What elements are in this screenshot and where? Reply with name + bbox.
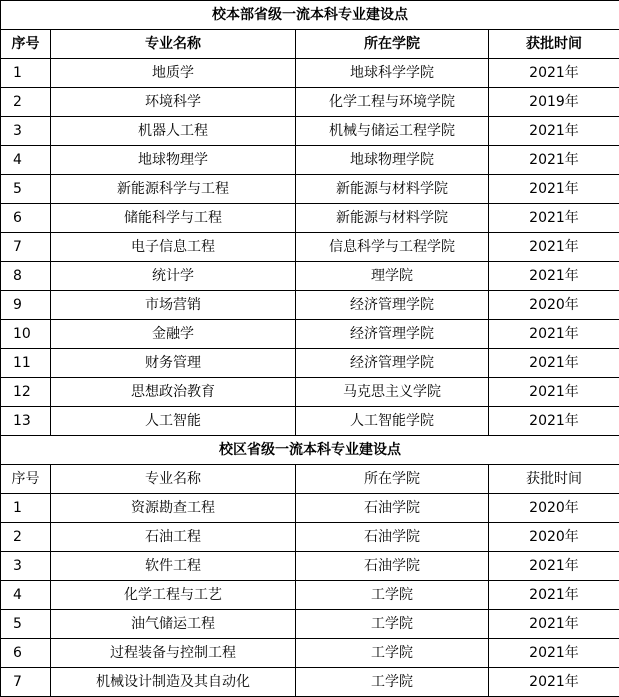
college-name: 石油学院 — [296, 523, 489, 552]
approval-year: 2021年 — [489, 146, 619, 175]
college-name: 石油学院 — [296, 494, 489, 523]
approval-year: 2021年 — [489, 668, 619, 697]
header-index: 序号 — [1, 30, 51, 59]
row-index: 1 — [1, 494, 51, 523]
major-name: 软件工程 — [51, 552, 296, 581]
table-row — [1, 291, 619, 320]
college-name: 经济管理学院 — [296, 349, 489, 378]
college-name: 人工智能学院 — [296, 407, 489, 436]
major-name: 电子信息工程 — [51, 233, 296, 262]
table-row — [1, 639, 619, 668]
approval-year: 2021年 — [489, 407, 619, 436]
section1-header-row — [1, 30, 619, 59]
row-index: 4 — [1, 146, 51, 175]
approval-year: 2021年 — [489, 349, 619, 378]
major-name: 人工智能 — [51, 407, 296, 436]
row-index: 3 — [1, 117, 51, 146]
section1-title: 校本部省级一流本科专业建设点 — [1, 1, 619, 30]
college-name: 经济管理学院 — [296, 291, 489, 320]
approval-year: 2021年 — [489, 378, 619, 407]
row-index: 4 — [1, 581, 51, 610]
approval-year: 2021年 — [489, 320, 619, 349]
row-index: 1 — [1, 59, 51, 88]
row-index: 5 — [1, 175, 51, 204]
college-name: 理学院 — [296, 262, 489, 291]
table-row — [1, 320, 619, 349]
row-index: 6 — [1, 639, 51, 668]
approval-year: 2021年 — [489, 59, 619, 88]
approval-year: 2019年 — [489, 88, 619, 117]
table-row — [1, 233, 619, 262]
major-name: 油气储运工程 — [51, 610, 296, 639]
college-name: 机械与储运工程学院 — [296, 117, 489, 146]
college-name: 新能源与材料学院 — [296, 175, 489, 204]
header-major-name: 专业名称 — [51, 465, 296, 494]
approval-year: 2020年 — [489, 494, 619, 523]
approval-year: 2020年 — [489, 291, 619, 320]
approval-year: 2021年 — [489, 610, 619, 639]
table-row — [1, 523, 619, 552]
header-college: 所在学院 — [296, 465, 489, 494]
row-index: 7 — [1, 668, 51, 697]
college-name: 地球科学学院 — [296, 59, 489, 88]
section2-title-row — [1, 436, 619, 465]
table-body — [1, 1, 619, 697]
table-row — [1, 349, 619, 378]
table-row — [1, 610, 619, 639]
approval-year: 2021年 — [489, 581, 619, 610]
major-name: 地质学 — [51, 59, 296, 88]
table-row — [1, 88, 619, 117]
header-approval-year: 获批时间 — [489, 30, 619, 59]
row-index: 12 — [1, 378, 51, 407]
college-name: 工学院 — [296, 639, 489, 668]
major-name: 机器人工程 — [51, 117, 296, 146]
approval-year: 2021年 — [489, 262, 619, 291]
header-major-name: 专业名称 — [51, 30, 296, 59]
approval-year: 2021年 — [489, 233, 619, 262]
header-approval-year: 获批时间 — [489, 465, 619, 494]
table-row — [1, 146, 619, 175]
row-index: 8 — [1, 262, 51, 291]
college-name: 信息科学与工程学院 — [296, 233, 489, 262]
major-name: 金融学 — [51, 320, 296, 349]
row-index: 6 — [1, 204, 51, 233]
row-index: 11 — [1, 349, 51, 378]
college-name: 工学院 — [296, 581, 489, 610]
major-name: 储能科学与工程 — [51, 204, 296, 233]
section1-title-row — [1, 1, 619, 30]
approval-year: 2020年 — [489, 523, 619, 552]
section2-title: 校区省级一流本科专业建设点 — [1, 436, 619, 465]
college-name: 经济管理学院 — [296, 320, 489, 349]
row-index: 5 — [1, 610, 51, 639]
major-name: 石油工程 — [51, 523, 296, 552]
approval-year: 2021年 — [489, 552, 619, 581]
major-name: 统计学 — [51, 262, 296, 291]
header-college: 所在学院 — [296, 30, 489, 59]
table-row — [1, 494, 619, 523]
major-name: 资源勘查工程 — [51, 494, 296, 523]
row-index: 9 — [1, 291, 51, 320]
major-name: 机械设计制造及其自动化 — [51, 668, 296, 697]
row-index: 13 — [1, 407, 51, 436]
section2-header-row — [1, 465, 619, 494]
major-name: 地球物理学 — [51, 146, 296, 175]
table-row — [1, 59, 619, 88]
major-name: 过程装备与控制工程 — [51, 639, 296, 668]
major-name: 市场营销 — [51, 291, 296, 320]
header-index: 序号 — [1, 465, 51, 494]
major-name: 财务管理 — [51, 349, 296, 378]
table-row — [1, 378, 619, 407]
table-row — [1, 262, 619, 291]
row-index: 7 — [1, 233, 51, 262]
row-index: 2 — [1, 88, 51, 117]
approval-year: 2021年 — [489, 639, 619, 668]
college-name: 地球物理学院 — [296, 146, 489, 175]
major-name: 环境科学 — [51, 88, 296, 117]
major-name: 思想政治教育 — [51, 378, 296, 407]
college-name: 石油学院 — [296, 552, 489, 581]
approval-year: 2021年 — [489, 204, 619, 233]
college-name: 工学院 — [296, 610, 489, 639]
row-index: 10 — [1, 320, 51, 349]
college-name: 新能源与材料学院 — [296, 204, 489, 233]
major-name: 新能源科学与工程 — [51, 175, 296, 204]
table-row — [1, 552, 619, 581]
college-name: 工学院 — [296, 668, 489, 697]
approval-year: 2021年 — [489, 117, 619, 146]
table-row — [1, 581, 619, 610]
row-index: 3 — [1, 552, 51, 581]
row-index: 2 — [1, 523, 51, 552]
approval-year: 2021年 — [489, 175, 619, 204]
major-name: 化学工程与工艺 — [51, 581, 296, 610]
table-row — [1, 204, 619, 233]
college-name: 化学工程与环境学院 — [296, 88, 489, 117]
table-row — [1, 407, 619, 436]
table-row — [1, 668, 619, 697]
table-row — [1, 175, 619, 204]
table-row — [1, 117, 619, 146]
college-name: 马克思主义学院 — [296, 378, 489, 407]
